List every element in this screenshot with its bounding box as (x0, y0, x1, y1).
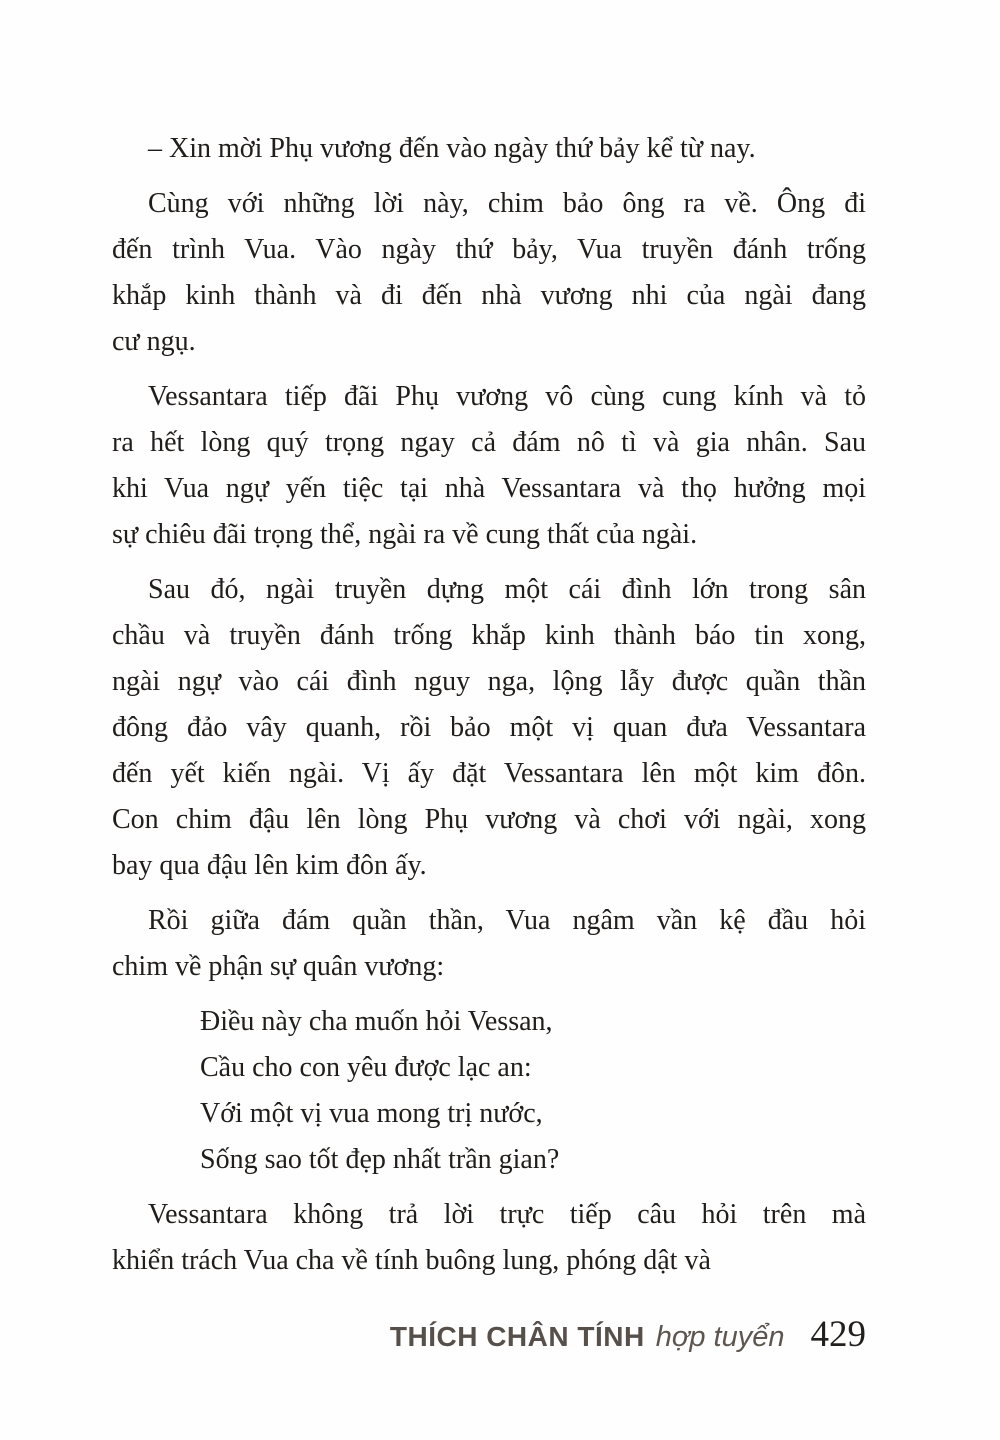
text-line: Cùng với những lời này, chim bảo ông ra về. Ông đi (148, 188, 866, 219)
text-line: đến yết kiến ngài. Vị ấy đặt Vessantara lên một kim đôn. (112, 758, 866, 789)
text-line: Sống sao tốt đẹp nhất trần gian? (200, 1144, 560, 1175)
text-line: ngài ngự vào cái đình nguy nga, lộng lẫy được quần thần (112, 666, 866, 697)
paragraph (112, 181, 866, 365)
paragraph (112, 126, 866, 172)
text-line: cư ngụ. (112, 326, 196, 357)
text-line: Vessantara không trả lời trực tiếp câu hỏi trên mà (148, 1199, 866, 1230)
footer-collection-label: hợp tuyển (655, 1321, 785, 1353)
page-number: 429 (810, 1314, 866, 1355)
footer-author: THÍCH CHÂN TÍNH (389, 1321, 645, 1352)
text-line: Vessantara tiếp đãi Phụ vương vô cùng cung kính và tỏ (148, 381, 866, 412)
paragraph (112, 567, 866, 889)
text-line: – Xin mời Phụ vương đến vào ngày thứ bảy kể từ nay. (148, 133, 756, 164)
text-line: Sau đó, ngài truyền dựng một cái đình lớn trong sân (148, 574, 866, 605)
text-line: đến trình Vua. Vào ngày thứ bảy, Vua truyền đánh trống (112, 234, 866, 265)
text-line: Điều này cha muốn hỏi Vessan, (200, 1006, 553, 1037)
text-line: khắp kinh thành và đi đến nhà vương nhi của ngài đang (112, 280, 866, 311)
text-line: khiển trách Vua cha về tính buông lung, phóng dật và (112, 1245, 711, 1276)
text-line: sự chiêu đãi trọng thể, ngài ra về cung thất của ngài. (112, 519, 698, 550)
text-line: khi Vua ngự yến tiệc tại nhà Vessantara và thọ hưởng mọi (112, 473, 866, 504)
verse-block (112, 999, 866, 1183)
text-line: bay qua đậu lên kim đôn ấy. (112, 850, 427, 881)
text-line: Cầu cho con yêu được lạc an: (200, 1052, 532, 1083)
paragraph (112, 1192, 866, 1284)
page-footer (390, 1313, 866, 1356)
text-line: chầu và truyền đánh trống khắp kinh thành báo tin xong, (112, 620, 866, 651)
text-line: chim về phận sự quân vương: (112, 951, 445, 982)
paragraph (112, 374, 866, 558)
text-line: ra hết lòng quý trọng ngay cả đám nô tì và gia nhân. Sau (112, 427, 866, 458)
page-body (112, 126, 866, 1293)
text-line: đông đảo vây quanh, rồi bảo một vị quan đưa Vessantara (112, 712, 866, 743)
text-line: Con chim đậu lên lòng Phụ vương và chơi với ngài, xong (112, 804, 866, 835)
text-line: Rồi giữa đám quần thần, Vua ngâm vần kệ đầu hỏi (148, 905, 866, 936)
text-line: Với một vị vua mong trị nước, (200, 1098, 543, 1129)
paragraph (112, 898, 866, 990)
